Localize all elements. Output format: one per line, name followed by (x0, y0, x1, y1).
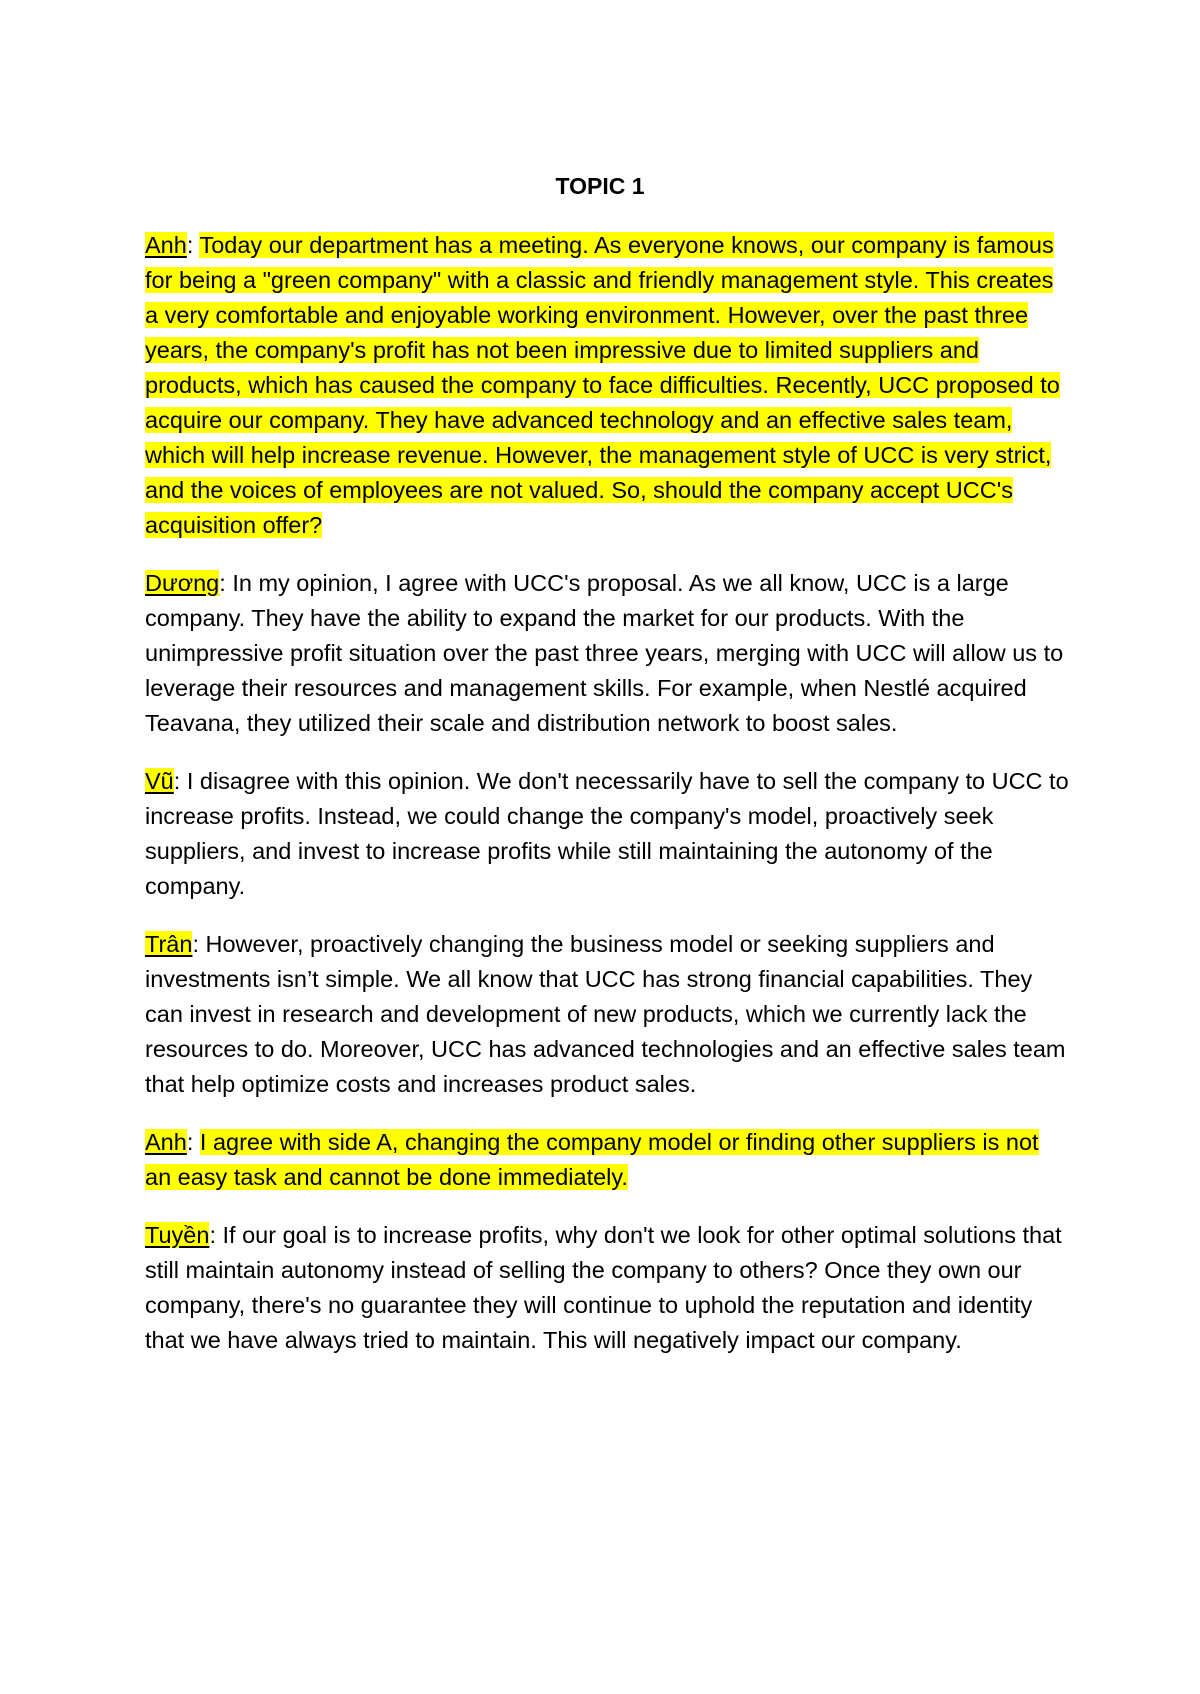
dialogue-paragraph-vu (145, 764, 1070, 904)
dialogue-text-vu: I disagree with this opinion. We don't necessarily have to sell the company to UCC to increase profits. Instead, we could change the company's model, proactively seek suppliers, and invest to increase profits while still maintaining the autonomy of the company. (145, 768, 1069, 899)
dialogue-text-tuyen: If our goal is to increase profits, why don't we look for other optimal solutions that still maintain autonomy instead of selling the company to others? Once they own our company, there's no guarantee they will continue to uphold the reputation and identity that we have always tried to maintain. This will negatively impact our company. (145, 1222, 1062, 1353)
speaker-name-duong: Dương (145, 570, 220, 596)
dialogue-paragraph-tuyen (145, 1218, 1070, 1358)
dialogue-paragraph-duong (145, 566, 1070, 741)
speaker-separator: : (219, 570, 233, 596)
dialogue-paragraph-anh-2 (145, 1125, 1070, 1195)
speaker-name-vu: Vũ (145, 768, 174, 794)
dialogue-text-tran: However, proactively changing the business model or seeking suppliers and investments isn’t simple. We all know that UCC has strong financial capabilities. They can invest in research and development of new products, which we currently lack the resources to do. Moreover, UCC has advanced technologies and an effective sales team that help optimize costs and increases product sales. (145, 931, 1066, 1097)
speaker-separator: : (173, 768, 187, 794)
speaker-separator: : (186, 1129, 200, 1155)
speaker-separator: : (209, 1222, 223, 1248)
speaker-separator: : (186, 232, 200, 258)
dialogue-text-duong: In my opinion, I agree with UCC's proposal. As we all know, UCC is a large company. They have the ability to expand the market for our products. With the unimpressive profit situation over the past three years, merging with UCC will allow us to leverage their resources and management skills. For example, when Nestlé acquired Teavana, they utilized their scale and distribution network to boost sales. (145, 570, 1064, 736)
document-title: TOPIC 1 (555, 173, 645, 199)
speaker-separator: : (192, 931, 206, 957)
dialogue-text-anh-1: Today our department has a meeting. As everyone knows, our company is famous for being a "green company" with a classic and friendly management style. This creates a very comfortable and enjoyable working environment. However, over the past three years, the company's profit has not been impressive due to limited suppliers and products, which has caused the company to face difficulties. Recently, UCC proposed to acquire our company. They have advanced technology and an effective sales team, which will help increase revenue. However, the management style of UCC is very strict, and the voices of employees are not valued. So, should the company accept UCC's acquisition offer? (145, 232, 1060, 538)
dialogue-paragraph-anh-1 (145, 228, 1070, 543)
speaker-name-tran: Trân (145, 931, 193, 957)
document-body (145, 228, 1070, 1381)
speaker-name-tuyen: Tuyền (145, 1222, 210, 1248)
speaker-name-anh: Anh (145, 1129, 187, 1155)
dialogue-paragraph-tran (145, 927, 1070, 1102)
speaker-name-anh: Anh (145, 232, 187, 258)
dialogue-text-anh-2: I agree with side A, changing the company model or finding other suppliers is not an easy task and cannot be done immediately. (145, 1129, 1039, 1190)
